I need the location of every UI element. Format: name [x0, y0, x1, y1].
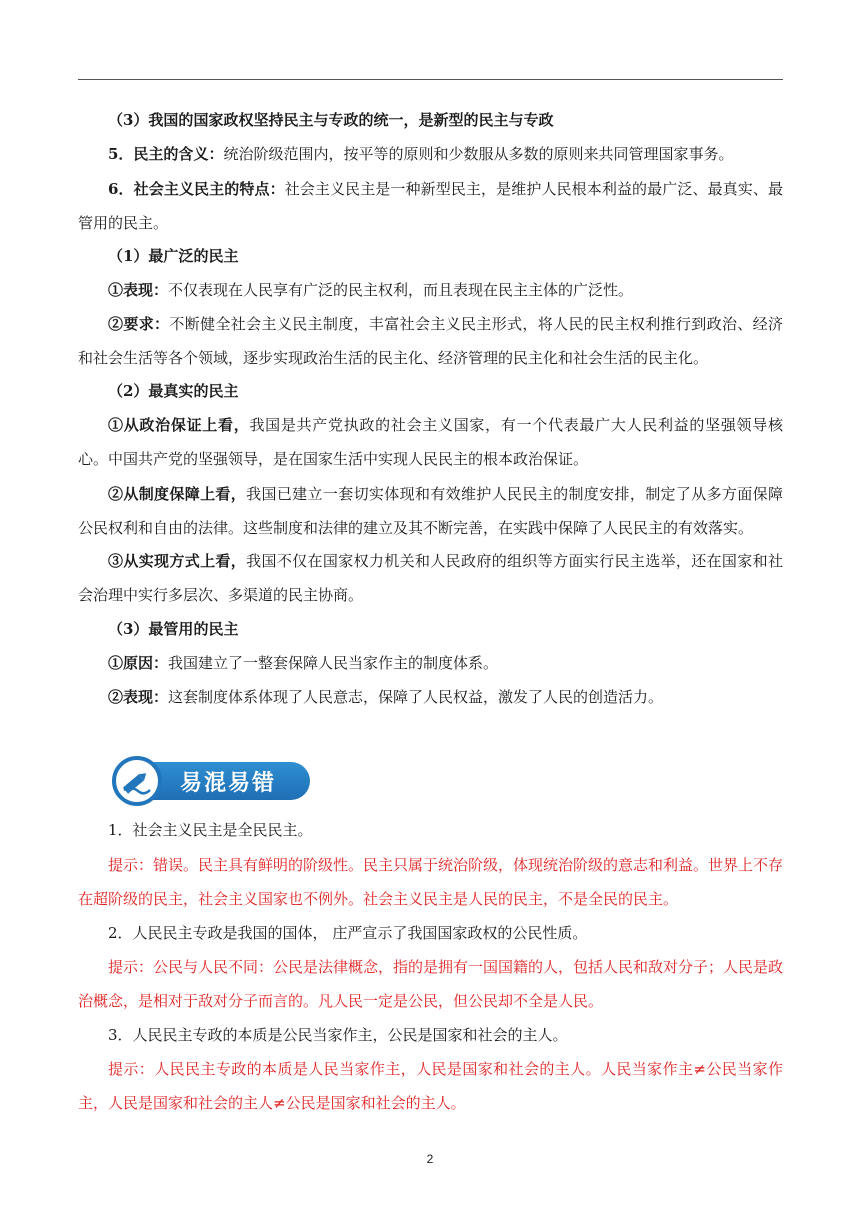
banner-label: 易混易错	[180, 770, 277, 796]
header-rule	[78, 79, 783, 80]
section-3-item-b	[78, 680, 783, 714]
section-2-item-b	[78, 477, 783, 545]
section-1-item-a-head: ①表现：	[108, 281, 169, 299]
section-2-title: （2）最真实的民主	[108, 382, 239, 400]
definition-5	[78, 137, 783, 171]
definition-5-body: 统治阶级范围内，按平等的原则和少数服从多数的原则来共同管理国家事务。	[223, 145, 734, 163]
section-1-item-b-head: ②要求：	[108, 315, 170, 333]
definition-6	[78, 172, 783, 240]
definition-6-head: 6．社会主义民主的特点：	[108, 180, 285, 198]
section-2-item-b-body: 我国已建立一套切实体现和有效维护人民民主的制度安排，制定了从多方面保障公民权利和自由的法律。这些制度和法律的建立及其不断完善，在实践中保障了人民民主的有效落实。	[78, 485, 783, 537]
section-3-item-a	[78, 646, 783, 680]
page-number: 2	[426, 1152, 434, 1166]
section-3-title: （3）最管用的民主	[108, 620, 239, 638]
section-3-item-b-head: ②表现：	[108, 688, 169, 706]
section-2-item-a-head: ①从政治保证上看，	[108, 416, 250, 434]
section-1-title: （1）最广泛的民主	[108, 247, 239, 265]
section-2-item-c	[78, 544, 783, 612]
section-2-item-a-body: 我国是共产党执政的社会主义国家，有一个代表最广大人民利益的坚强领导核心。中国共产党的坚强领导，是在国家生活中实现人民民主的根本政治保证。	[78, 416, 783, 468]
item-1-question: 1．社会主义民主是全民民主。	[108, 821, 313, 839]
item-3-question: 3．人民民主专政的本质是公民当家作主，公民是国家和社会的主人。	[108, 1026, 568, 1044]
definition-5-head: 5．民主的含义：	[108, 145, 224, 163]
point-3-heading: （3）我国的国家政权坚持民主与专政的统一，是新型的民主与专政	[108, 111, 554, 129]
item-3-tip: 提示：人民民主专政的本质是人民当家作主，人民是国家和社会的主人。人民当家作主≠公民当家作主，人民是国家和社会的主人≠公民是国家和社会的主人。	[78, 1060, 783, 1112]
section-2-item-c-head: ③从实现方式上看，	[108, 552, 247, 570]
section-3-item-a-head: ①原因：	[108, 654, 169, 672]
section-1-item-a-body: 不仅表现在人民享有广泛的民主权利，而且表现在民主主体的广泛性。	[168, 281, 634, 299]
section-banner	[112, 756, 312, 806]
section-1-item-a	[78, 273, 783, 307]
section-2-item-c-body: 我国不仅在国家权力机关和人民政府的组织等方面实行民主选举，还在国家和社会治理中实行多层次、多渠道的民主协商。	[78, 552, 783, 604]
section-3-item-a-body: 我国建立了一整套保障人民当家作主的制度体系。	[168, 654, 499, 672]
section-1-item-b	[78, 307, 783, 375]
item-2-tip: 提示：公民与人民不同：公民是法律概念，指的是拥有一国国籍的人，包括人民和敌对分子；人民是政治概念，是相对于敌对分子而言的。凡人民一定是公民，但公民却不全是人民。	[78, 958, 784, 1010]
section-2-item-b-head: ②从制度保障上看，	[108, 485, 247, 503]
section-2-item-a	[78, 408, 783, 476]
section-3-item-b-body: 这套制度体系体现了人民意志，保障了人民权益，激发了人民的创造活力。	[168, 688, 664, 706]
item-1-tip: 提示：错误。民主具有鲜明的阶级性。民主只属于统治阶级，体现统治阶级的意志和利益。世界上不存在超阶级的民主，社会主义国家也不例外。社会主义民主是人民的民主，不是全民的民主。	[78, 856, 784, 908]
section-1-item-b-body: 不断健全社会主义民主制度，丰富社会主义民主形式，将人民的民主权利推行到政治、经济和社会生活等各个领域，逐步实现政治生活的民主化、经济管理的民主化和社会生活的民主化。	[78, 315, 783, 367]
item-2-question: 2．人民民主专政是我国的国体， 庄严宣示了我国国家政权的公民性质。	[108, 924, 588, 942]
definition-6-body: 社会主义民主是一种新型民主，是维护人民根本利益的最广泛、最真实、最管用的民主。	[78, 180, 783, 232]
pencil-icon	[112, 756, 162, 806]
